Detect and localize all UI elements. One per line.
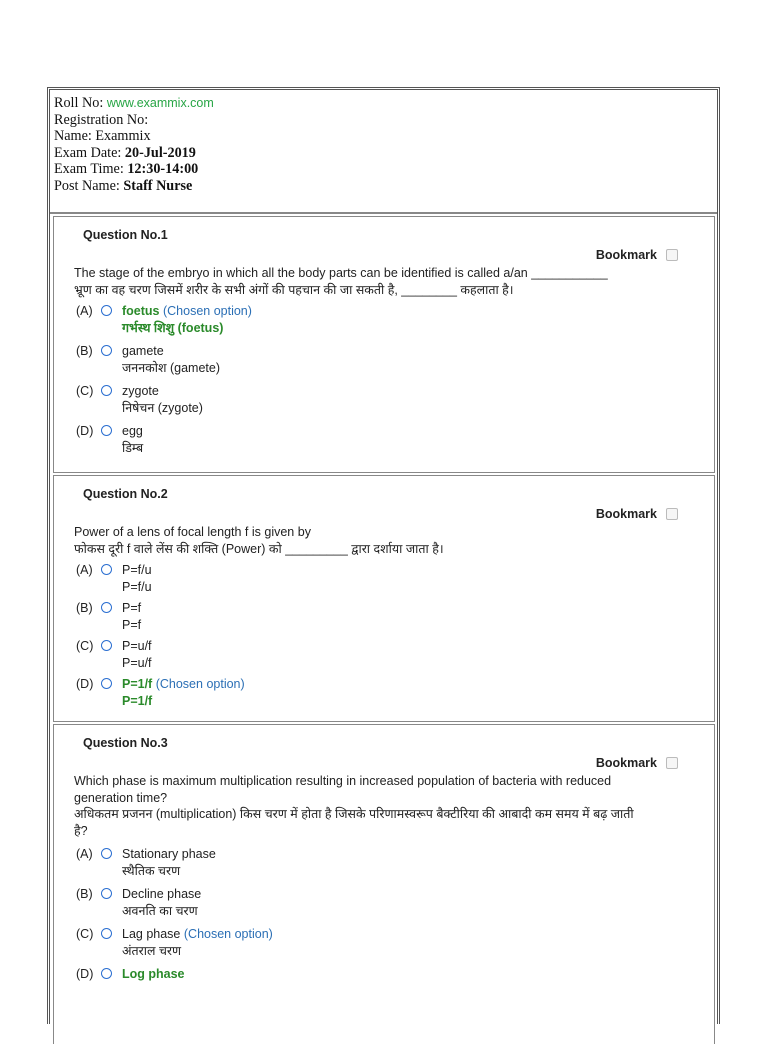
option-text-hi: जननकोश (gamete) [122, 360, 220, 375]
option-text-en: Stationary phase [122, 847, 216, 861]
option-text-en: P=u/f [122, 639, 152, 653]
option-text-en: gamete [122, 344, 164, 358]
option-text-en: foetus [122, 304, 160, 318]
bookmark-checkbox[interactable] [666, 508, 678, 520]
option-text [122, 303, 252, 336]
question-card-2 [53, 475, 715, 722]
option-text [122, 886, 201, 919]
name-value: Exammix [95, 128, 151, 145]
radio-button[interactable] [101, 425, 112, 436]
option-label: (C) [76, 927, 94, 941]
question-text-hi: भ्रूण का वह चरण जिसमें शरीर के सभी अंगों की पहचान की जा सकती है, ________ कहलाता है। [74, 282, 514, 297]
radio-button[interactable] [101, 345, 112, 356]
radio-button[interactable] [101, 888, 112, 899]
option-text-en: P=f [122, 601, 142, 615]
radio-button[interactable] [101, 305, 112, 316]
radio-button[interactable] [101, 602, 112, 613]
exam-time-label: Exam Time: [54, 161, 124, 178]
exam-response-sheet [47, 87, 720, 1024]
option-text [122, 638, 152, 671]
question-text [74, 773, 674, 839]
option-label: (A) [76, 304, 93, 318]
bookmark-checkbox[interactable] [666, 249, 678, 261]
option-text-hi: गर्भस्थ शिशु (foetus) [122, 320, 224, 335]
radio-button[interactable] [101, 385, 112, 396]
bookmark-label: Bookmark [595, 507, 657, 521]
option-label: (B) [76, 601, 93, 615]
option-text [122, 383, 203, 416]
roll-value: www.exammix.com [106, 96, 214, 110]
option-label: (D) [76, 967, 94, 981]
bookmark-label: Bookmark [595, 756, 657, 770]
radio-button[interactable] [101, 564, 112, 575]
option-text [122, 562, 152, 595]
exam-time-value: 12:30-14:00 [127, 161, 199, 178]
option-text [122, 966, 185, 983]
registration-label: Registration No: [54, 111, 149, 128]
option-text [122, 676, 245, 709]
exam-time-row [54, 161, 717, 178]
option-text-hi: अंतराल चरण [122, 943, 182, 958]
chosen-option-label: (Chosen option) [162, 304, 252, 318]
question-text-en-line1: Which phase is maximum multiplication resulting in increased population of bacteria with reduced [74, 774, 612, 788]
question-card-3 [53, 724, 715, 1044]
roll-label: Roll No: [54, 95, 104, 111]
option-text-hi: निषेचन (zygote) [122, 400, 203, 415]
candidate-info [50, 90, 717, 214]
option-label: (D) [76, 424, 94, 438]
option-text-hi: P=u/f [122, 655, 152, 670]
question-card-1 [53, 216, 715, 473]
question-text-hi-line1: अधिकतम प्रजनन (multiplication) किस चरण में होता है जिसके परिणामस्वरूप बैक्टीरिया की आबादी कम समय में बढ़ जाती [74, 807, 634, 821]
bookmark [596, 507, 678, 521]
option-text-hi: डिम्ब [122, 440, 144, 455]
option-text [122, 926, 273, 959]
option-text-hi: P=f [122, 617, 142, 632]
option-label: (B) [76, 344, 93, 358]
option-label: (C) [76, 639, 94, 653]
option-text [122, 600, 141, 633]
option-text-en: Decline phase [122, 887, 202, 901]
option-text-en: zygote [122, 384, 159, 398]
name-row [54, 128, 717, 145]
question-text [74, 524, 674, 557]
question-text-en-line2: generation time? [74, 790, 168, 805]
chosen-option-label: (Chosen option) [155, 677, 245, 691]
option-text-en: P=1/f [122, 677, 153, 691]
option-text-hi: P=f/u [122, 579, 152, 594]
question-title: Question No.3 [83, 736, 168, 750]
bookmark [596, 756, 678, 770]
option-text-hi: P=1/f [122, 693, 153, 708]
radio-button[interactable] [101, 968, 112, 979]
post-name-row [54, 178, 717, 195]
option-text [122, 846, 216, 879]
option-text-en: Lag phase [122, 927, 181, 941]
radio-button[interactable] [101, 928, 112, 939]
option-text-hi: अवनति का चरण [122, 903, 198, 918]
question-title: Question No.1 [83, 228, 168, 242]
option-label: (C) [76, 384, 94, 398]
option-label: (B) [76, 887, 93, 901]
question-text-en: Power of a lens of focal length f is given by [74, 525, 311, 539]
option-text [122, 343, 220, 376]
option-text-en: egg [122, 424, 143, 438]
radio-button[interactable] [101, 678, 112, 689]
name-label: Name: [54, 128, 92, 145]
option-text [122, 423, 143, 456]
bookmark [596, 248, 678, 262]
question-text-en: The stage of the embryo in which all the body parts can be identified is called a/an ___________ [74, 266, 608, 280]
roll-row [54, 95, 717, 112]
question-title: Question No.2 [83, 487, 168, 501]
option-text-hi: स्थैतिक चरण [122, 863, 181, 878]
option-label: (D) [76, 677, 94, 691]
post-name-label: Post Name: [54, 177, 120, 194]
bookmark-checkbox[interactable] [666, 757, 678, 769]
option-label: (A) [76, 847, 93, 861]
registration-row [54, 112, 717, 129]
bookmark-label: Bookmark [595, 248, 657, 262]
question-text [74, 265, 674, 298]
radio-button[interactable] [101, 640, 112, 651]
option-text-en: Log phase [122, 967, 185, 981]
question-text-hi-line2: है? [74, 823, 88, 838]
chosen-option-label: (Chosen option) [183, 927, 273, 941]
radio-button[interactable] [101, 848, 112, 859]
exam-date-value: 20-Jul-2019 [124, 144, 196, 161]
option-text-en: P=f/u [122, 563, 152, 577]
post-name-value: Staff Nurse [123, 177, 193, 194]
exam-date-label: Exam Date: [54, 144, 122, 161]
option-label: (A) [76, 563, 93, 577]
question-text-hi: फोकस दूरी f वाले लेंस की शक्ति (Power) को _________ द्वारा दर्शाया जाता है। [74, 541, 444, 556]
exam-date-row [54, 145, 717, 162]
